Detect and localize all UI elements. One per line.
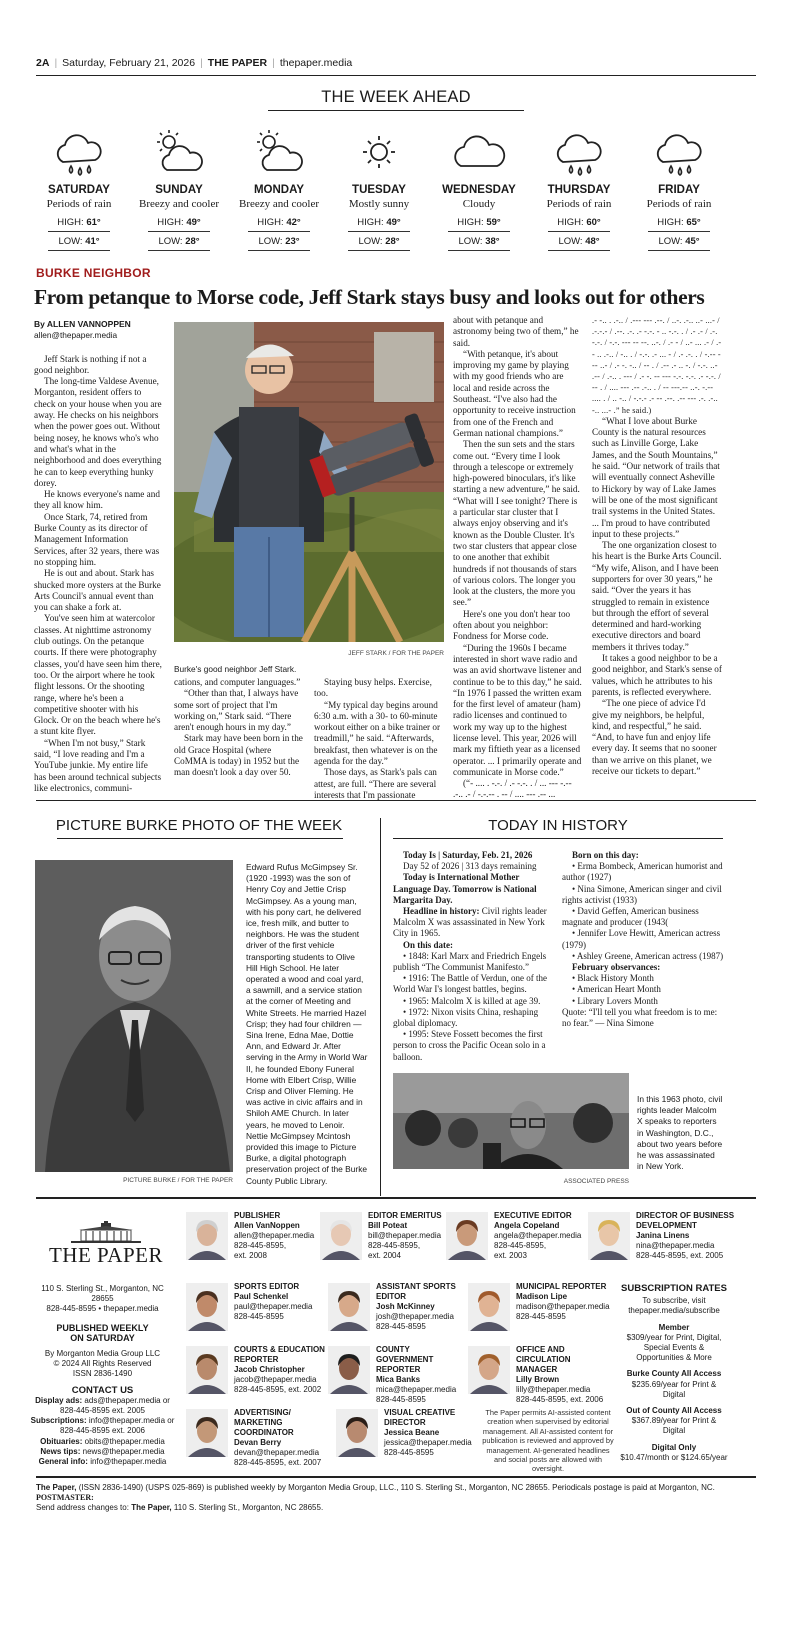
issn: ISSN 2836-1490 xyxy=(72,1369,133,1379)
staff-title: VISUAL CREATIVE DIRECTOR xyxy=(384,1408,456,1427)
running-head: 2A | Saturday, February 21, 2026 | THE PAPER | thepaper.media xyxy=(36,57,353,69)
staff-name: Jessica Beane xyxy=(384,1428,440,1437)
weather-title: THE WEEK AHEAD xyxy=(321,88,471,106)
forecast-condition: Periods of rain xyxy=(546,198,612,210)
story-paragraph: He is out and about. Stark has shucked more oysters at the Burke Arts Council's annual event than you can shake a fork at. xyxy=(34,568,161,613)
rain-cloud-icon xyxy=(529,128,629,178)
birth-entry: • David Geffen, American business magnate and producer (1943( xyxy=(562,906,699,928)
contact-line[interactable]: Obituaries: obits@thepaper.media xyxy=(40,1436,165,1446)
staff-email[interactable]: jacob@thepaper.media xyxy=(234,1375,317,1384)
birth-entry: • Ashley Greene, American actress (1987) xyxy=(572,950,724,961)
staff-phone: 828-445-8595, ext. 2007 xyxy=(234,1458,322,1467)
feb-label: February observances: xyxy=(572,962,661,973)
history-event: • 1965: Malcolm X is killed at age 39. xyxy=(403,995,541,1006)
forecast-high: HIGH: 49° xyxy=(148,213,210,232)
staff-phone: 828-445-8595, xyxy=(368,1241,421,1250)
subscription-tier xyxy=(620,1369,728,1400)
masthead-name: THE PAPER xyxy=(48,1243,163,1267)
forecast-low: LOW: 28° xyxy=(348,232,410,251)
subscription-box xyxy=(620,1284,728,1463)
copyright: © 2024 All Rights Reserved xyxy=(53,1359,152,1369)
observance-entry: • Black History Month xyxy=(572,973,654,984)
forecast-day-name: WEDNESDAY xyxy=(442,184,516,196)
staff-title: EDITOR EMERITUS xyxy=(368,1211,442,1220)
photo-week-title-rule xyxy=(57,838,343,839)
site-link[interactable]: thepaper.media xyxy=(279,57,353,69)
contact-line[interactable]: Subscriptions: info@thepaper.media or 828-445-8595 ext. 2006 xyxy=(30,1416,175,1436)
history-event: • 1916: The Battle of Verdun, one of the World War I's longest battles, begins. xyxy=(393,973,548,995)
history-title-rule xyxy=(393,838,723,839)
history-event: • 1995: Steve Fossett becomes the first person to cross the Pacific Ocean solo in a balloon. xyxy=(393,1029,546,1062)
footer-line2-end: 110 S. Sterling St., Morganton, NC 28655. xyxy=(173,1503,324,1513)
ai-disclosure: The Paper permits AI-assisted content creation when supervised by editorial management. All AI-assisted content for publication is reviewed and approved by management. AI-generated headlines and social posts are allowed with oversight. xyxy=(482,1408,614,1474)
staff-name: Paul Schenkel xyxy=(234,1292,289,1301)
story-column-2 xyxy=(174,677,304,779)
staff-entry xyxy=(376,1282,468,1332)
staff-phone: 828-445-8595 xyxy=(234,1312,284,1321)
staff-entry xyxy=(234,1345,326,1395)
staff-entry xyxy=(636,1211,736,1261)
forecast-day xyxy=(229,128,329,251)
birth-entry: • Nina Simone, American singer and civil rights activist (1933) xyxy=(562,883,722,905)
tier-desc: $235.69/year for Print & Digital xyxy=(631,1379,717,1399)
staff-entry xyxy=(234,1211,326,1261)
story-column-3 xyxy=(314,677,444,801)
column-divider xyxy=(380,818,381,1196)
story-paragraph: “The one piece of advice I'd give my neighbors, be helpful, kind, and respectful,” he said. “And, to have fun and enjoy life every day. It seems that no sooner than we arrive on this planet, we receive our tickets to depart.” xyxy=(592,698,717,777)
born-label: Born on this day: xyxy=(572,850,639,860)
forecast-day xyxy=(629,128,729,251)
staff-title: COUNTY GOVERNMENT REPORTER xyxy=(376,1345,434,1374)
forecast-day-name: MONDAY xyxy=(253,184,305,196)
footer-rule xyxy=(36,1476,756,1478)
forecast-condition: Periods of rain xyxy=(46,198,112,210)
forecast-low: LOW: 23° xyxy=(248,232,310,251)
forecast-high: HIGH: 49° xyxy=(348,213,410,232)
birth-entry: • Jennifer Love Hewitt, American actress (1979) xyxy=(562,928,721,950)
history-column-2 xyxy=(562,850,724,1029)
staff-headshot xyxy=(328,1283,370,1331)
birth-entry: • Erma Bombeck, American humorist and author (1927) xyxy=(562,861,723,883)
malcolm-x-photo-illustration xyxy=(393,1073,629,1169)
staff-name: Allen VanNoppen xyxy=(234,1221,300,1230)
story-paragraph: It takes a good neighbor to be a good neighbor, and Stark's sense of values, which he attributes to his parents, is reflected everywhere. xyxy=(592,653,722,697)
story-paragraph: Jeff Stark is nothing if not a good neighbor. xyxy=(34,353,147,375)
header-rule xyxy=(36,75,756,76)
subscription-tier xyxy=(620,1323,728,1364)
staff-ext: ext. 2004 xyxy=(368,1251,401,1260)
staff-name: Janina Linens xyxy=(636,1231,690,1240)
subscription-tier xyxy=(620,1443,728,1463)
history-event: • 1848: Karl Marx and Friedrich Engels publish “The Communist Manifesto.” xyxy=(393,950,547,973)
photo-week-title: PICTURE BURKE PHOTO OF THE WEEK xyxy=(55,817,343,834)
story-paragraph: Stark may have been born in the old Grace Hospital (where CoMMA is today) in 1952 but the man doesn't look a day over 50. xyxy=(174,733,303,778)
staff-headshot xyxy=(186,1283,228,1331)
malcolm-x-photo xyxy=(393,1073,629,1169)
staff-headshot xyxy=(186,1346,228,1394)
weather-title-rule xyxy=(268,110,524,111)
staff-ext: ext. 2008 xyxy=(234,1251,267,1260)
tier-name: Out of County All Access xyxy=(626,1406,722,1416)
staff-headshot xyxy=(468,1283,510,1331)
forecast-condition: Breezy and cooler xyxy=(138,198,219,210)
staff-email[interactable]: josh@thepaper.media xyxy=(376,1312,454,1321)
subscription-tier xyxy=(620,1406,728,1437)
observance: Today is International Mother Language Day. Tomorrow is National Margarita Day. xyxy=(393,872,537,905)
story-paragraph: “What I love about Burke County is the natural resources such as Linville Gorge, Lake James, and the South Mountains,” he said. “Our network of trails that will eventually connect Asheville to Hickory by way of Lake James will be one of the most significant trail systems in the United States. ... I'm proud to have contributed input to these projects.” xyxy=(592,415,720,539)
staff-title: COURTS & EDUCATION REPORTER xyxy=(234,1345,325,1364)
staff-headshot xyxy=(468,1346,510,1394)
story-paragraph: Staying busy helps. Exercise, too. xyxy=(314,677,432,699)
forecast-low: LOW: 38° xyxy=(448,232,510,251)
forecast-high: HIGH: 42° xyxy=(248,213,310,232)
contact-line[interactable]: Display ads: ads@thepaper.media or 828-445-8595 ext. 2005 xyxy=(35,1395,170,1416)
staff-title: PUBLISHER xyxy=(234,1211,281,1220)
staff-title: OFFICE AND CIRCULATION MANAGER xyxy=(516,1345,571,1374)
publisher-company: By Morganton Media Group LLC xyxy=(44,1349,161,1359)
sun-icon xyxy=(329,128,429,178)
history-event: • 1972: Nixon visits China, reshaping global diplomacy. xyxy=(393,1006,539,1029)
malcolm-x-caption: In this 1963 photo, civil rights leader Malcolm X speaks to reporters in Washington, D.C., about two years before he was assassinated in New York. xyxy=(637,1094,723,1172)
staff-phone: 828-445-8595 xyxy=(516,1312,566,1321)
story-paragraph: about with petanque and astronomy being two of them,” he said. xyxy=(453,315,579,348)
staff-title: MUNICIPAL REPORTER xyxy=(516,1282,607,1291)
history-headline: Civil rights leader Malcolm X was assassinated in New York City in 1965. xyxy=(393,906,547,939)
contact-title: CONTACT US xyxy=(71,1384,134,1396)
forecast-day-name: THURSDAY xyxy=(547,184,611,196)
forecast-day xyxy=(329,128,429,251)
rain-cloud-icon xyxy=(629,128,729,178)
story-paragraph: cations, and computer languages.” xyxy=(174,677,301,687)
staff-email[interactable]: angela@thepaper.media xyxy=(494,1231,582,1240)
staff-phone: 828-445-8595, ext. 2006 xyxy=(516,1395,604,1404)
footer-paper-name: The Paper, xyxy=(36,1483,77,1492)
story-paragraph: (“- .... . -.-. / .- -.-. . / ... --- -.-- .-.. .- / -.-.-- . -- / .... --- .-- ... xyxy=(453,778,572,800)
forecast-day-name: SUNDAY xyxy=(155,184,203,196)
masthead-phone: 828-445-8595 • thepaper.media xyxy=(46,1304,159,1314)
forecast-day xyxy=(429,128,529,251)
staff-ext: ext. 2003 xyxy=(494,1251,527,1260)
contact-line[interactable]: General info: info@thepaper.media xyxy=(38,1457,167,1467)
morse-code-text: .- -.. . .-.. / .--- --- .--. / ..-. .-.. ..- ...- / .-.-.- / .--. .-. .- -.-. - .. -.-. . / .- .- / .-. -.-. / -.-. --- -- --. ..-. / .- - / ..- ... .- / .-- .. .-.. / -.. . / -.-. .- ... - / .- .-. . / -.-- --- ..- / .- -. -.. / -- . / .-- .- .. -. / -.-. ..- .-- / .-.. . --- / .- -. -- --- -.-. -.-. .- -.-. / -- . / .... --- .-- .-.. . / -- ---.-- ..-. -.-- .... . / .. -.. / -.-.- .- -- .--. .-- --- .-. .-.. -.. ...- .” he said.) xyxy=(592,316,722,415)
day-of-year: Day 52 of 2026 | 313 days remaining xyxy=(403,861,537,872)
forecast-day xyxy=(29,128,129,251)
staff-headshot xyxy=(186,1212,228,1260)
story-paragraph: Those days, as Stark's pals can attest, are full. “There are several interests that I'm passionate xyxy=(314,767,437,800)
forecast-day xyxy=(529,128,629,251)
tier-name: Burke County All Access xyxy=(626,1369,722,1379)
forecast-low: LOW: 48° xyxy=(548,232,610,251)
staff-name: Josh McKinney xyxy=(376,1302,435,1311)
subs-title: SUBSCRIPTION RATES xyxy=(621,1283,727,1294)
staff-title: SPORTS EDITOR xyxy=(234,1282,300,1291)
staff-email[interactable]: lilly@thepaper.media xyxy=(516,1385,591,1394)
staff-entry xyxy=(376,1345,468,1405)
jeff-stark-photo-caption: Burke's good neighbor Jeff Stark. xyxy=(174,664,297,674)
forecast-high: HIGH: 61° xyxy=(48,213,110,232)
staff-title: ASSISTANT SPORTS EDITOR xyxy=(376,1282,456,1301)
staff-title: EXECUTIVE EDITOR xyxy=(494,1211,572,1220)
mcgimpsey-photo-credit: PICTURE BURKE / FOR THE PAPER xyxy=(123,1177,233,1184)
tier-desc: $10.47/month or $124.65/year xyxy=(620,1452,728,1462)
staff-email[interactable]: madison@thepaper.media xyxy=(516,1302,610,1311)
partly-cloudy-icon xyxy=(129,128,229,178)
story-paragraph: He knows everyone's name and they all know him. xyxy=(34,489,160,511)
staff-name: Mica Banks xyxy=(376,1375,421,1384)
story-paragraph: “When I'm not busy,” Stark said, “I love reading and I'm a YouTube junkie. My entire life has been around technical subjects like electronics, communi- xyxy=(34,737,162,793)
story-paragraph: The one organization closest to his heart is the Burke Arts Council. “My wife, Alison, and I have been supporters for over 30 years,” he said. “Over the years it has struggled to remain in existence but through the effort of several determined and hard-working executive directors and board members it thrives today.” xyxy=(592,540,722,652)
forecast-low: LOW: 41° xyxy=(48,232,110,251)
subs-intro[interactable]: To subscribe, visit thepaper.media/subscribe xyxy=(628,1296,720,1316)
staff-email[interactable]: jessica@thepaper.media xyxy=(384,1438,472,1447)
jeff-stark-photo-illustration xyxy=(174,322,444,642)
today-is: Today Is | Saturday, Feb. 21, 2026 xyxy=(403,850,533,860)
forecast-day-name: SATURDAY xyxy=(48,184,110,196)
forecast-low: LOW: 45° xyxy=(648,232,710,251)
staff-headshot xyxy=(588,1212,630,1260)
on-this-date-label: On this date: xyxy=(403,939,454,950)
headline-label: Headline in history: xyxy=(403,906,480,917)
staff-phone: 828-445-8595, ext. 2002 xyxy=(234,1385,322,1394)
footer-line2: Send address changes to: xyxy=(36,1503,129,1513)
staff-email[interactable]: devan@thepaper.media xyxy=(234,1448,320,1457)
footer-paper-name-2: The Paper, xyxy=(131,1503,172,1513)
staff-entry xyxy=(516,1282,608,1322)
history-column-1 xyxy=(393,850,550,1063)
staff-name: Devan Berry xyxy=(234,1438,282,1447)
forecast-condition: Periods of rain xyxy=(646,198,712,210)
story-paragraph: Here's one you don't hear too often about you neighbor: Fondness for Morse code. xyxy=(453,608,571,642)
jeff-stark-photo xyxy=(174,322,444,642)
masthead-address: 110 S. Sterling St., Morganton, NC 28655 xyxy=(41,1284,164,1304)
staff-email[interactable]: paul@thepaper.media xyxy=(234,1302,313,1311)
staff-entry xyxy=(494,1211,586,1261)
staff-entry xyxy=(516,1345,608,1405)
staff-phone: 828-445-8595, ext. 2005 xyxy=(636,1251,724,1260)
postal-statement xyxy=(36,1483,756,1514)
tier-name: Member xyxy=(658,1322,690,1332)
section-rule xyxy=(36,800,756,801)
forecast-day-name: FRIDAY xyxy=(658,184,700,196)
staff-email[interactable]: allen@thepaper.media xyxy=(234,1231,315,1240)
story-headline: From petanque to Morse code, Jeff Stark stays busy and looks out for others xyxy=(34,285,705,309)
page-number: 2A xyxy=(36,57,50,69)
staff-headshot xyxy=(328,1346,370,1394)
story-paragraph: You've seen him at watercolor classes. At nighttime astronomy club outings. On the petanque courts. If there were photography classes, you'd have seen him there, too. Or the airport where he took flight lessons. Or the shooting range, where he's been a competitive shooter with his Glock. Or on the beach where he's a stunt kite flyer. xyxy=(34,613,162,737)
issue-date: Saturday, February 21, 2026 xyxy=(62,57,196,69)
story-paragraph: “Other than that, I always have some sort of project that I'm working on,” Stark said. “There aren't enough hours in my day.” xyxy=(174,688,299,733)
mcgimpsey-photo xyxy=(35,860,233,1172)
footer-line1: (ISSN 2836-1490) (USPS 025-869) is published weekly by Morganton Media Group, LLC., 110 S. Sterling St., Morganton, NC 28655. Periodicals postage is paid at Morganton, NC. xyxy=(78,1483,715,1492)
staff-email[interactable]: mica@thepaper.media xyxy=(376,1385,457,1394)
staff-email[interactable]: nina@thepaper.media xyxy=(636,1241,715,1250)
contact-line[interactable]: News tips: news@thepaper.media xyxy=(40,1446,165,1456)
staff-email[interactable]: bill@thepaper.media xyxy=(368,1231,442,1240)
published-weekly: PUBLISHED WEEKLY ON SATURDAY xyxy=(56,1322,149,1343)
tier-desc: $367.89/year for Print & Digital xyxy=(631,1416,717,1436)
jeff-stark-photo-credit: JEFF STARK / FOR THE PAPER xyxy=(348,650,444,657)
story-paragraph: Then the sun sets and the stars come out. “Every time I look through a telescope or extremely high-powered binoculars, it's like starting a new adventure,” he said. “What will I see tonight? There is a particular star cluster that I always enjoy observing and it's known as the Double Cluster. It's two star clusters that appear close to one another that exhibit hundreds if not thousands of stars of various colors. The longer you look at the clusters, the more you see.” xyxy=(453,439,580,608)
staff-headshot xyxy=(320,1212,362,1260)
story-author-email[interactable]: allen@thepaper.media xyxy=(34,330,118,341)
story-column-1 xyxy=(34,319,162,794)
story-paragraph: Once Stark, 74, retired from Burke County as its director of Management Information Services, after 32 years, there was no stopping him. xyxy=(34,511,160,567)
tier-name: Digital Only xyxy=(651,1442,697,1452)
staff-name: Madison Lipe xyxy=(516,1292,568,1301)
forecast-high: HIGH: 65° xyxy=(648,213,710,232)
staff-name: Angela Copeland xyxy=(494,1221,560,1230)
staff-phone: 828-445-8595, xyxy=(234,1241,287,1250)
story-column-5 xyxy=(592,315,722,777)
forecast-high: HIGH: 60° xyxy=(548,213,610,232)
observance-entry: • Library Lovers Month xyxy=(572,995,658,1006)
staff-phone: 828-445-8595 xyxy=(376,1395,426,1404)
history-title: TODAY IN HISTORY xyxy=(488,817,628,834)
cloud-icon xyxy=(429,128,529,178)
forecast-day xyxy=(129,128,229,251)
history-quote: Quote: “I'll tell you what freedom is to me: no fear.” — Nina Simone xyxy=(562,1006,718,1029)
forecast-condition: Mostly sunny xyxy=(348,198,410,210)
staff-box-rule xyxy=(36,1197,756,1199)
staff-headshot xyxy=(336,1409,378,1457)
forecast-condition: Cloudy xyxy=(462,198,496,210)
staff-phone: 828-445-8595, xyxy=(494,1241,547,1250)
partly-cloudy-icon xyxy=(229,128,329,178)
story-paragraph: The long-time Valdese Avenue, Morganton, resident offers to check on your house when you are away. He checks on his neighbors when the power goes out. Without being nosey, he knows who's who and what's what in the neighborhood and does everything he can to keep everything hunky dorey. xyxy=(34,376,162,488)
staff-entry xyxy=(234,1282,326,1322)
forecast-high: HIGH: 59° xyxy=(448,213,510,232)
story-kicker: BURKE NEIGHBOR xyxy=(36,266,151,280)
staff-title: DIRECTOR OF BUSINESS DEVELOPMENT xyxy=(636,1211,735,1230)
rain-cloud-icon xyxy=(29,128,129,178)
courthouse-logo-icon xyxy=(71,1221,141,1243)
masthead-logo xyxy=(36,1221,176,1268)
paper-name: THE PAPER xyxy=(207,57,268,69)
staff-name: Lilly Brown xyxy=(516,1375,560,1384)
staff-entry xyxy=(384,1408,476,1458)
staff-name: Bill Poteat xyxy=(368,1221,408,1230)
story-paragraph: “With petanque, it's about improving my game by playing with my good friends who are local and reside across the Southeast. “I've also had the opportunity to receive instruction from one of the French and German national champions.” xyxy=(453,348,576,438)
staff-phone: 828-445-8595 xyxy=(376,1322,426,1331)
tier-desc: $309/year for Print, Digital, Special Events & Opportunities & More xyxy=(626,1332,722,1363)
mcgimpsey-photo-illustration xyxy=(35,860,233,1172)
story-paragraph: “My typical day begins around 6:30 a.m. with a 30- to 60-minute workout either on a bike trainer or treadmill,” he said. “Afterwards, breakfast, then whatever is on the agenda for the day.” xyxy=(314,699,441,767)
photo-week-text: Edward Rufus McGimpsey Sr. (1920 -1993) was the son of Henry Coy and Jettie Crisp McGimpsey. As a young man, with his pony cart, he delivered ice, fresh milk, and butter to neighbors. He was the student driver of the first vehicle transporting students to Olive Hill High School. He later operated a wood and coal yard, a sawmill, and a service station at the corner of Meeting and White Streets. He married Hazel Crisp; they had four children — Sina Irene, Edna Mae, Dottie Ann, and Edward Jr. After serving in the Army in World War II, he founded Ebony Funeral Home with Elbert Crisp, Willie Crisp and Oliver Fleming. He was active in civic affairs and in Shiloh AME Church. In later years, he moved to Lenoir. Nettie McGimpsey Mcintosh provided this image to Picture Burke, a digital photograph preservation project of the Burke County Public Library. xyxy=(246,862,368,1186)
forecast-condition: Breezy and cooler xyxy=(238,198,319,210)
staff-entry xyxy=(234,1408,326,1468)
story-byline: By ALLEN VANNOPPEN xyxy=(34,319,131,329)
story-column-4 xyxy=(453,315,583,801)
staff-headshot xyxy=(446,1212,488,1260)
staff-name: Jacob Christopher xyxy=(234,1365,305,1374)
staff-title: ADVERTISING/ MARKETING COORDINATOR xyxy=(234,1408,294,1437)
staff-headshot xyxy=(186,1409,228,1457)
postmaster-label: POSTMASTER: xyxy=(36,1493,94,1503)
staff-phone: 828-445-8595 xyxy=(384,1448,434,1457)
malcolm-x-credit: ASSOCIATED PRESS xyxy=(563,1178,629,1185)
observance-entry: • American Heart Month xyxy=(572,984,661,995)
story-paragraph: “During the 1960s I became interested in short wave radio and was an avid shortwave listener and continue to be to this day,” he said. “In 1976 I passed the written exam for the first level of amateur (ham) radio licenses and continued to work my way up to the highest license level. This year, 2026 will mark my fiftieth year as a licensed operator. ... I primarily operate and communicate in Morse code.” xyxy=(453,642,582,777)
masthead-info xyxy=(30,1284,175,1467)
forecast-day-name: TUESDAY xyxy=(352,184,406,196)
forecast-low: LOW: 28° xyxy=(148,232,210,251)
